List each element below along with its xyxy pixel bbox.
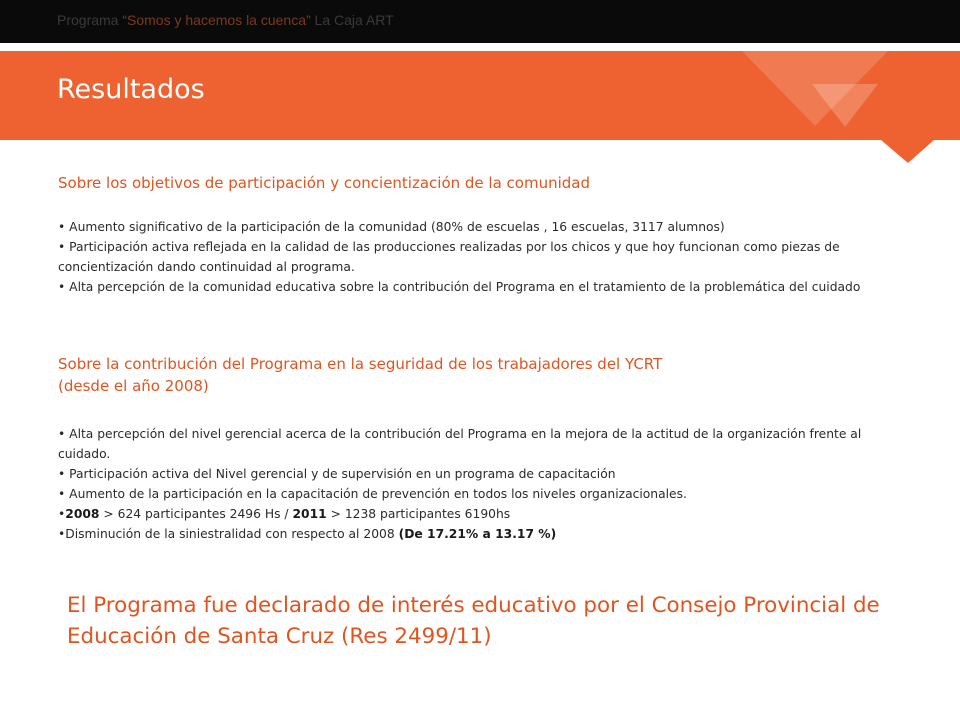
caption-suffix: La Caja ART	[310, 12, 394, 28]
section2-heading-line1: Sobre la contribución del Programa en la seguridad de los trabajadores del YCRT	[58, 355, 663, 373]
section1-heading: Sobre los objetivos de participación y concientización de la comunidad	[58, 174, 591, 192]
caption-prefix: Programa	[57, 12, 123, 28]
stats-text-2011: > 1238 participantes 6190hs	[326, 507, 511, 521]
stats-year-2008: 2008	[65, 507, 100, 521]
program-caption	[57, 12, 394, 28]
list-item: • Participación activa del Nivel gerencial y de supervisión en un programa de capacitación	[58, 467, 616, 481]
caption-program-name: “Somos y hacemos la cuenca”	[122, 12, 311, 28]
list-item-participation-stats	[58, 504, 908, 524]
chevron-pointer-shape	[881, 140, 934, 163]
title-banner	[0, 51, 960, 140]
page-title: Resultados	[57, 74, 205, 105]
stats-bullet: •	[58, 507, 66, 521]
section2-heading-line2: (desde el año 2008)	[58, 377, 209, 395]
stats-text-2008: > 624 participantes 2496 Hs /	[99, 507, 293, 521]
declaration-statement: El Programa fue declarado de interés educativo por el Consejo Provincial de Educación de Santa Cruz (Res 2499/11)	[67, 593, 880, 649]
top-header-bar	[0, 0, 960, 43]
list-item: • Alta percepción del nivel gerencial acerca de la contribución del Programa en la mejora de la actitud de la organización frente al cuidado.	[58, 427, 862, 461]
stats-year-2011: 2011	[292, 507, 327, 521]
list-item: • Participación activa reflejada en la calidad de las producciones realizadas por los chicos y que hoy funcionan como piezas de concientización dando continuidad al programa.	[58, 240, 840, 274]
section2-heading	[58, 353, 662, 397]
section2-bullet-list	[58, 424, 908, 544]
section1-bullet-list	[58, 217, 908, 297]
claims-figures: (De 17.21% a 13.17 %)	[398, 527, 557, 541]
list-item: • Aumento de la participación en la capacitación de prevención en todos los niveles organizacionales.	[58, 487, 687, 501]
list-item: • Aumento significativo de la participación de la comunidad (80% de escuelas , 16 escuelas, 3117 alumnos)	[58, 220, 725, 234]
list-item: • Alta percepción de la comunidad educativa sobre la contribución del Programa en el tratamiento de la problemática del cuidado	[58, 280, 861, 294]
claims-text: •Disminución de la siniestralidad con respecto al 2008	[58, 527, 399, 541]
chevron-decoration	[0, 51, 960, 164]
list-item-claims-reduction	[58, 524, 908, 544]
